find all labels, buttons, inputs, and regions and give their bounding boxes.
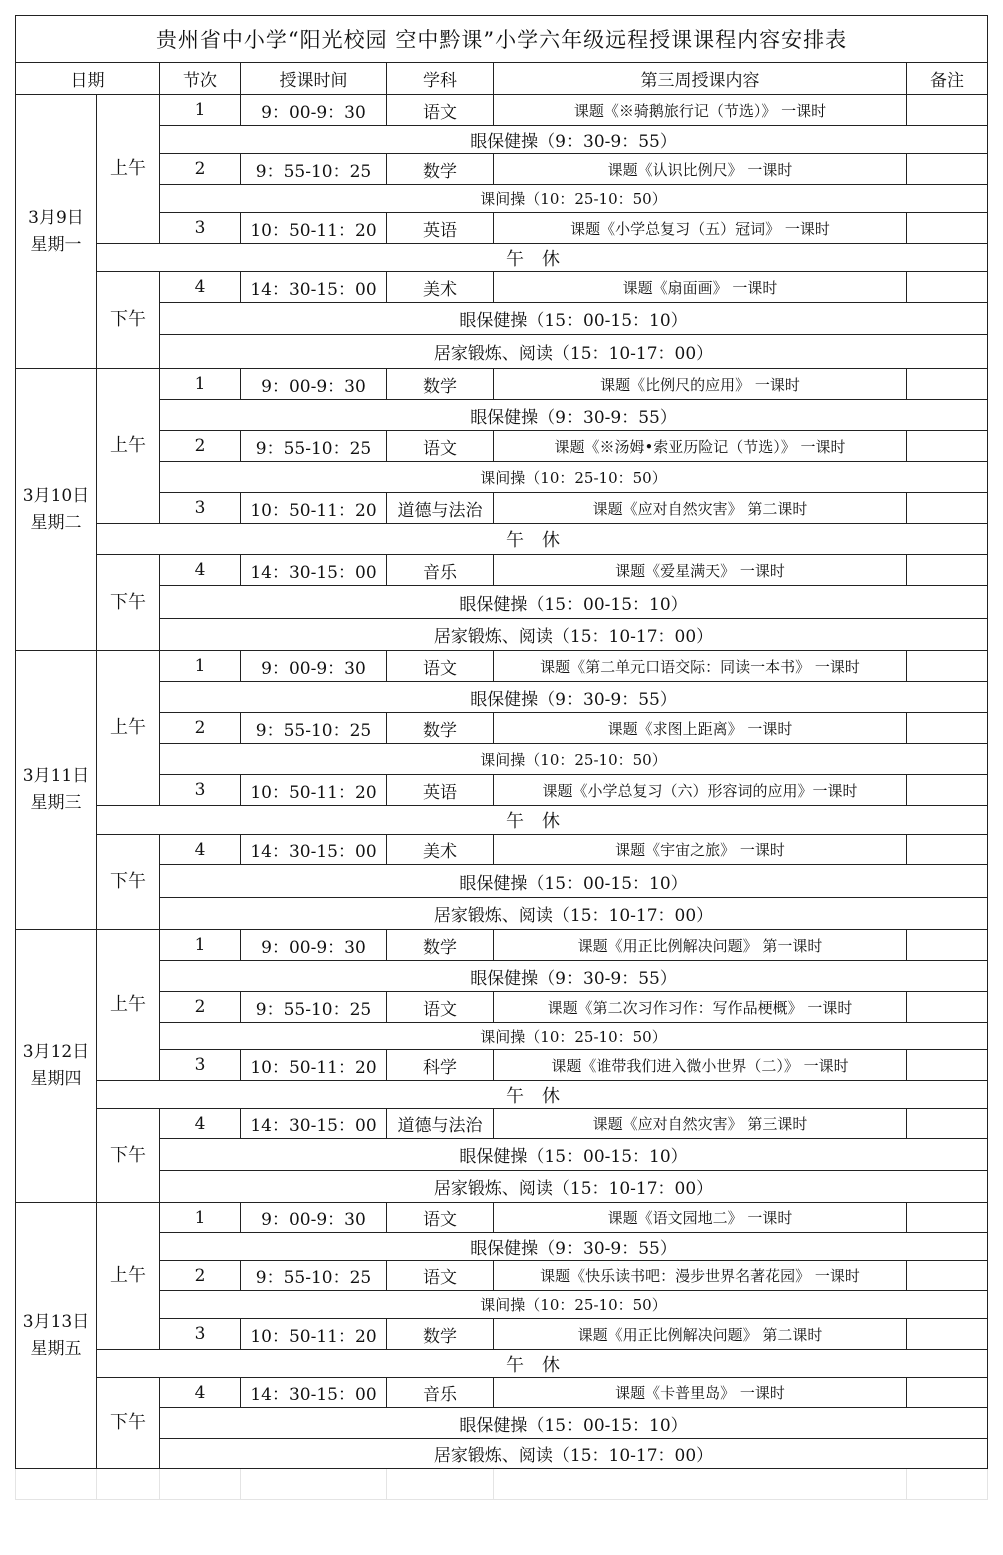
table-row — [16, 1081, 988, 1109]
lesson-content: 课题《求图上距离》 一课时 — [494, 713, 907, 744]
subject: 美术 — [387, 835, 494, 865]
class-break-exercise: 课间操（10：25-10：50） — [160, 1291, 988, 1319]
class-time: 9：55-10：25 — [241, 1261, 387, 1291]
eye-exercise-morning: 眼保健操（9：30-9：55） — [160, 682, 988, 713]
period-number: 4 — [160, 835, 241, 865]
subject: 数学 — [387, 713, 494, 744]
table-row — [16, 961, 988, 992]
day-date: 3月10日 — [22, 485, 90, 506]
remark-cell — [907, 651, 988, 682]
class-break-exercise: 课间操（10：25-10：50） — [160, 462, 988, 493]
eye-exercise-afternoon: 眼保健操（15：00-15：10） — [160, 303, 988, 335]
home-exercise-reading: 居家锻炼、阅读（15：10-17：00） — [160, 1439, 988, 1469]
lesson-content: 课题《扇面画》 一课时 — [494, 272, 907, 303]
period-number: 4 — [160, 1378, 241, 1408]
empty-cell — [494, 1469, 907, 1500]
period-number: 2 — [160, 154, 241, 185]
table-row — [16, 806, 988, 835]
lesson-content: 课题《第二次习作习作：写作品梗概》 一课时 — [494, 992, 907, 1023]
table-row — [16, 1408, 988, 1439]
remark-cell — [907, 431, 988, 462]
subject: 数学 — [387, 930, 494, 961]
table-row — [16, 400, 988, 431]
period-number: 3 — [160, 493, 241, 524]
lesson-content: 课题《小学总复习（五）冠词》 一课时 — [494, 213, 907, 244]
lunch-break: 午休 — [97, 1081, 988, 1109]
day-cell — [16, 369, 97, 651]
table-row — [16, 1171, 988, 1203]
afternoon-label: 下午 — [97, 835, 160, 930]
eye-exercise-morning: 眼保健操（9：30-9：55） — [160, 400, 988, 431]
empty-cell — [241, 1469, 387, 1500]
lunch-break: 午休 — [97, 806, 988, 835]
home-exercise-reading: 居家锻炼、阅读（15：10-17：00） — [160, 335, 988, 369]
remark-cell — [907, 493, 988, 524]
table-row — [16, 335, 988, 369]
day-cell — [16, 930, 97, 1203]
subject: 美术 — [387, 272, 494, 303]
lesson-content: 课题《第二单元口语交际：同读一本书》 一课时 — [494, 651, 907, 682]
class-time: 14：30-15：00 — [241, 272, 387, 303]
table-row — [16, 1139, 988, 1171]
schedule-table — [15, 15, 988, 1500]
home-exercise-reading: 居家锻炼、阅读（15：10-17：00） — [160, 1171, 988, 1203]
table-row — [16, 898, 988, 930]
remark-cell — [907, 1319, 988, 1350]
lesson-content: 课题《比例尺的应用》 一课时 — [494, 369, 907, 400]
lesson-content: 课题《卡普里岛》 一课时 — [494, 1378, 907, 1408]
day-date: 3月9日 — [28, 207, 84, 228]
table-row — [16, 1261, 988, 1291]
lesson-content: 课题《认识比例尺》 一课时 — [494, 154, 907, 185]
lesson-content: 课题《※骑鹅旅行记（节选）》 一课时 — [494, 95, 907, 126]
remark-cell — [907, 1203, 988, 1233]
table-row — [16, 586, 988, 619]
period-number: 1 — [160, 651, 241, 682]
lesson-content: 课题《应对自然灾害》 第二课时 — [494, 493, 907, 524]
table-row — [16, 493, 988, 524]
period-number: 3 — [160, 213, 241, 244]
period-number: 1 — [160, 930, 241, 961]
lesson-content: 课题《小学总复习（六）形容词的应用》一课时 — [494, 775, 907, 806]
morning-label: 上午 — [97, 95, 160, 244]
table-row — [16, 835, 988, 865]
morning-label: 上午 — [97, 651, 160, 806]
table-row — [16, 619, 988, 651]
table-row — [16, 682, 988, 713]
eye-exercise-afternoon: 眼保健操（15：00-15：10） — [160, 865, 988, 898]
table-row — [16, 775, 988, 806]
class-time: 9：00-9：30 — [241, 651, 387, 682]
period-number: 2 — [160, 1261, 241, 1291]
lesson-content: 课题《应对自然灾害》 第三课时 — [494, 1109, 907, 1139]
remark-cell — [907, 1050, 988, 1081]
remark-cell — [907, 154, 988, 185]
class-time: 14：30-15：00 — [241, 1109, 387, 1139]
period-number: 4 — [160, 1109, 241, 1139]
afternoon-label: 下午 — [97, 1109, 160, 1203]
table-row — [16, 126, 988, 154]
day-date: 3月12日 — [22, 1042, 90, 1062]
table-row — [16, 1350, 988, 1378]
lesson-content: 课题《用正比例解决问题》 第一课时 — [494, 930, 907, 961]
eye-exercise-afternoon: 眼保健操（15：00-15：10） — [160, 1139, 988, 1171]
subject: 数学 — [387, 154, 494, 185]
afternoon-label: 下午 — [97, 1378, 160, 1469]
table-row — [16, 272, 988, 303]
eye-exercise-afternoon: 眼保健操（15：00-15：10） — [160, 1408, 988, 1439]
remark-cell — [907, 713, 988, 744]
table-row — [16, 1233, 988, 1261]
table-row — [16, 524, 988, 555]
period-number: 2 — [160, 992, 241, 1023]
table-row — [16, 185, 988, 213]
table-row — [16, 95, 988, 126]
lunch-break: 午休 — [97, 1350, 988, 1378]
period-number: 2 — [160, 713, 241, 744]
table-row — [16, 992, 988, 1023]
remark-cell — [907, 95, 988, 126]
class-time: 9：55-10：25 — [241, 154, 387, 185]
table-row — [16, 303, 988, 335]
period-number: 1 — [160, 1203, 241, 1233]
eye-exercise-morning: 眼保健操（9：30-9：55） — [160, 1233, 988, 1261]
table-row — [16, 1319, 988, 1350]
class-time: 9：55-10：25 — [241, 713, 387, 744]
lesson-content: 课题《用正比例解决问题》 第二课时 — [494, 1319, 907, 1350]
eye-exercise-morning: 眼保健操（9：30-9：55） — [160, 961, 988, 992]
table-row — [16, 744, 988, 775]
day-weekday: 星期三 — [30, 793, 82, 813]
class-time: 14：30-15：00 — [241, 1378, 387, 1408]
remark-cell — [907, 1109, 988, 1139]
day-weekday: 星期四 — [30, 1069, 82, 1089]
empty-grid-row — [16, 1469, 988, 1500]
lesson-content: 课题《快乐读书吧：漫步世界名著花园》 一课时 — [494, 1261, 907, 1291]
table-row — [16, 1050, 988, 1081]
table-row — [16, 1023, 988, 1050]
class-time: 10：50-11：20 — [241, 213, 387, 244]
remark-cell — [907, 369, 988, 400]
subject: 英语 — [387, 213, 494, 244]
table-row — [16, 651, 988, 682]
day-weekday: 星期一 — [30, 234, 82, 255]
subject: 语文 — [387, 651, 494, 682]
remark-cell — [907, 992, 988, 1023]
subject: 道德与法治 — [387, 1109, 494, 1139]
class-time: 9：00-9：30 — [241, 1203, 387, 1233]
subject: 英语 — [387, 775, 494, 806]
subject: 语文 — [387, 1203, 494, 1233]
subject: 数学 — [387, 1319, 494, 1350]
lesson-content: 课题《语文园地二》 一课时 — [494, 1203, 907, 1233]
table-row — [16, 462, 988, 493]
table-row — [16, 1109, 988, 1139]
subject: 数学 — [387, 369, 494, 400]
table-row — [16, 1203, 988, 1233]
empty-cell — [907, 1469, 988, 1500]
class-time: 10：50-11：20 — [241, 1050, 387, 1081]
eye-exercise-morning: 眼保健操（9：30-9：55） — [160, 126, 988, 154]
class-break-exercise: 课间操（10：25-10：50） — [160, 744, 988, 775]
header-time: 授课时间 — [241, 63, 387, 95]
class-time: 9：00-9：30 — [241, 95, 387, 126]
afternoon-label: 下午 — [97, 272, 160, 369]
header-date: 日期 — [16, 63, 160, 95]
eye-exercise-afternoon: 眼保健操（15：00-15：10） — [160, 586, 988, 619]
subject: 语文 — [387, 95, 494, 126]
class-time: 9：55-10：25 — [241, 431, 387, 462]
afternoon-label: 下午 — [97, 555, 160, 651]
remark-cell — [907, 272, 988, 303]
class-time: 14：30-15：00 — [241, 835, 387, 865]
table-row — [16, 713, 988, 744]
table-row — [16, 369, 988, 400]
remark-cell — [907, 775, 988, 806]
period-number: 1 — [160, 369, 241, 400]
table-row — [16, 213, 988, 244]
subject: 语文 — [387, 431, 494, 462]
period-number: 3 — [160, 1319, 241, 1350]
table-title: 贵州省中小学“阳光校园 空中黔课”小学六年级远程授课课程内容安排表 — [16, 16, 988, 63]
period-number: 2 — [160, 431, 241, 462]
table-row — [16, 930, 988, 961]
empty-cell — [97, 1469, 160, 1500]
table-row — [16, 154, 988, 185]
remark-cell — [907, 930, 988, 961]
subject: 语文 — [387, 992, 494, 1023]
lunch-break: 午休 — [97, 524, 988, 555]
period-number: 1 — [160, 95, 241, 126]
table-row — [16, 1291, 988, 1319]
header-row — [16, 63, 988, 95]
class-time: 9：55-10：25 — [241, 992, 387, 1023]
lesson-content: 课题《爱星满天》 一课时 — [494, 555, 907, 586]
lunch-break: 午休 — [97, 244, 988, 272]
class-time: 14：30-15：00 — [241, 555, 387, 586]
subject: 音乐 — [387, 555, 494, 586]
remark-cell — [907, 213, 988, 244]
class-time: 9：00-9：30 — [241, 369, 387, 400]
header-note: 备注 — [907, 63, 988, 95]
table-row — [16, 1378, 988, 1408]
period-number: 3 — [160, 775, 241, 806]
morning-label: 上午 — [97, 930, 160, 1081]
class-break-exercise: 课间操（10：25-10：50） — [160, 185, 988, 213]
header-subject: 学科 — [387, 63, 494, 95]
table-row — [16, 555, 988, 586]
empty-cell — [16, 1469, 97, 1500]
day-date: 3月11日 — [22, 766, 90, 786]
lesson-content: 课题《※汤姆•索亚历险记（节选）》 一课时 — [494, 431, 907, 462]
day-cell — [16, 651, 97, 930]
day-weekday: 星期五 — [30, 1338, 82, 1359]
period-number: 4 — [160, 272, 241, 303]
home-exercise-reading: 居家锻炼、阅读（15：10-17：00） — [160, 619, 988, 651]
class-break-exercise: 课间操（10：25-10：50） — [160, 1023, 988, 1050]
class-time: 10：50-11：20 — [241, 775, 387, 806]
class-time: 9：00-9：30 — [241, 930, 387, 961]
table-row — [16, 431, 988, 462]
remark-cell — [907, 1378, 988, 1408]
table-row — [16, 244, 988, 272]
lesson-content: 课题《谁带我们进入微小世界（二）》 一课时 — [494, 1050, 907, 1081]
empty-cell — [387, 1469, 494, 1500]
day-date: 3月13日 — [22, 1311, 90, 1332]
subject: 语文 — [387, 1261, 494, 1291]
subject: 科学 — [387, 1050, 494, 1081]
day-cell — [16, 1203, 97, 1469]
table-row — [16, 865, 988, 898]
period-number: 3 — [160, 1050, 241, 1081]
subject: 道德与法治 — [387, 493, 494, 524]
home-exercise-reading: 居家锻炼、阅读（15：10-17：00） — [160, 898, 988, 930]
subject: 音乐 — [387, 1378, 494, 1408]
day-weekday: 星期二 — [30, 512, 82, 533]
empty-cell — [160, 1469, 241, 1500]
lesson-content: 课题《宇宙之旅》 一课时 — [494, 835, 907, 865]
remark-cell — [907, 1261, 988, 1291]
day-cell — [16, 95, 97, 369]
table-row — [16, 1439, 988, 1469]
morning-label: 上午 — [97, 1203, 160, 1350]
remark-cell — [907, 555, 988, 586]
header-content: 第三周授课内容 — [494, 63, 907, 95]
header-period: 节次 — [160, 63, 241, 95]
morning-label: 上午 — [97, 369, 160, 524]
class-time: 10：50-11：20 — [241, 1319, 387, 1350]
period-number: 4 — [160, 555, 241, 586]
remark-cell — [907, 835, 988, 865]
class-time: 10：50-11：20 — [241, 493, 387, 524]
